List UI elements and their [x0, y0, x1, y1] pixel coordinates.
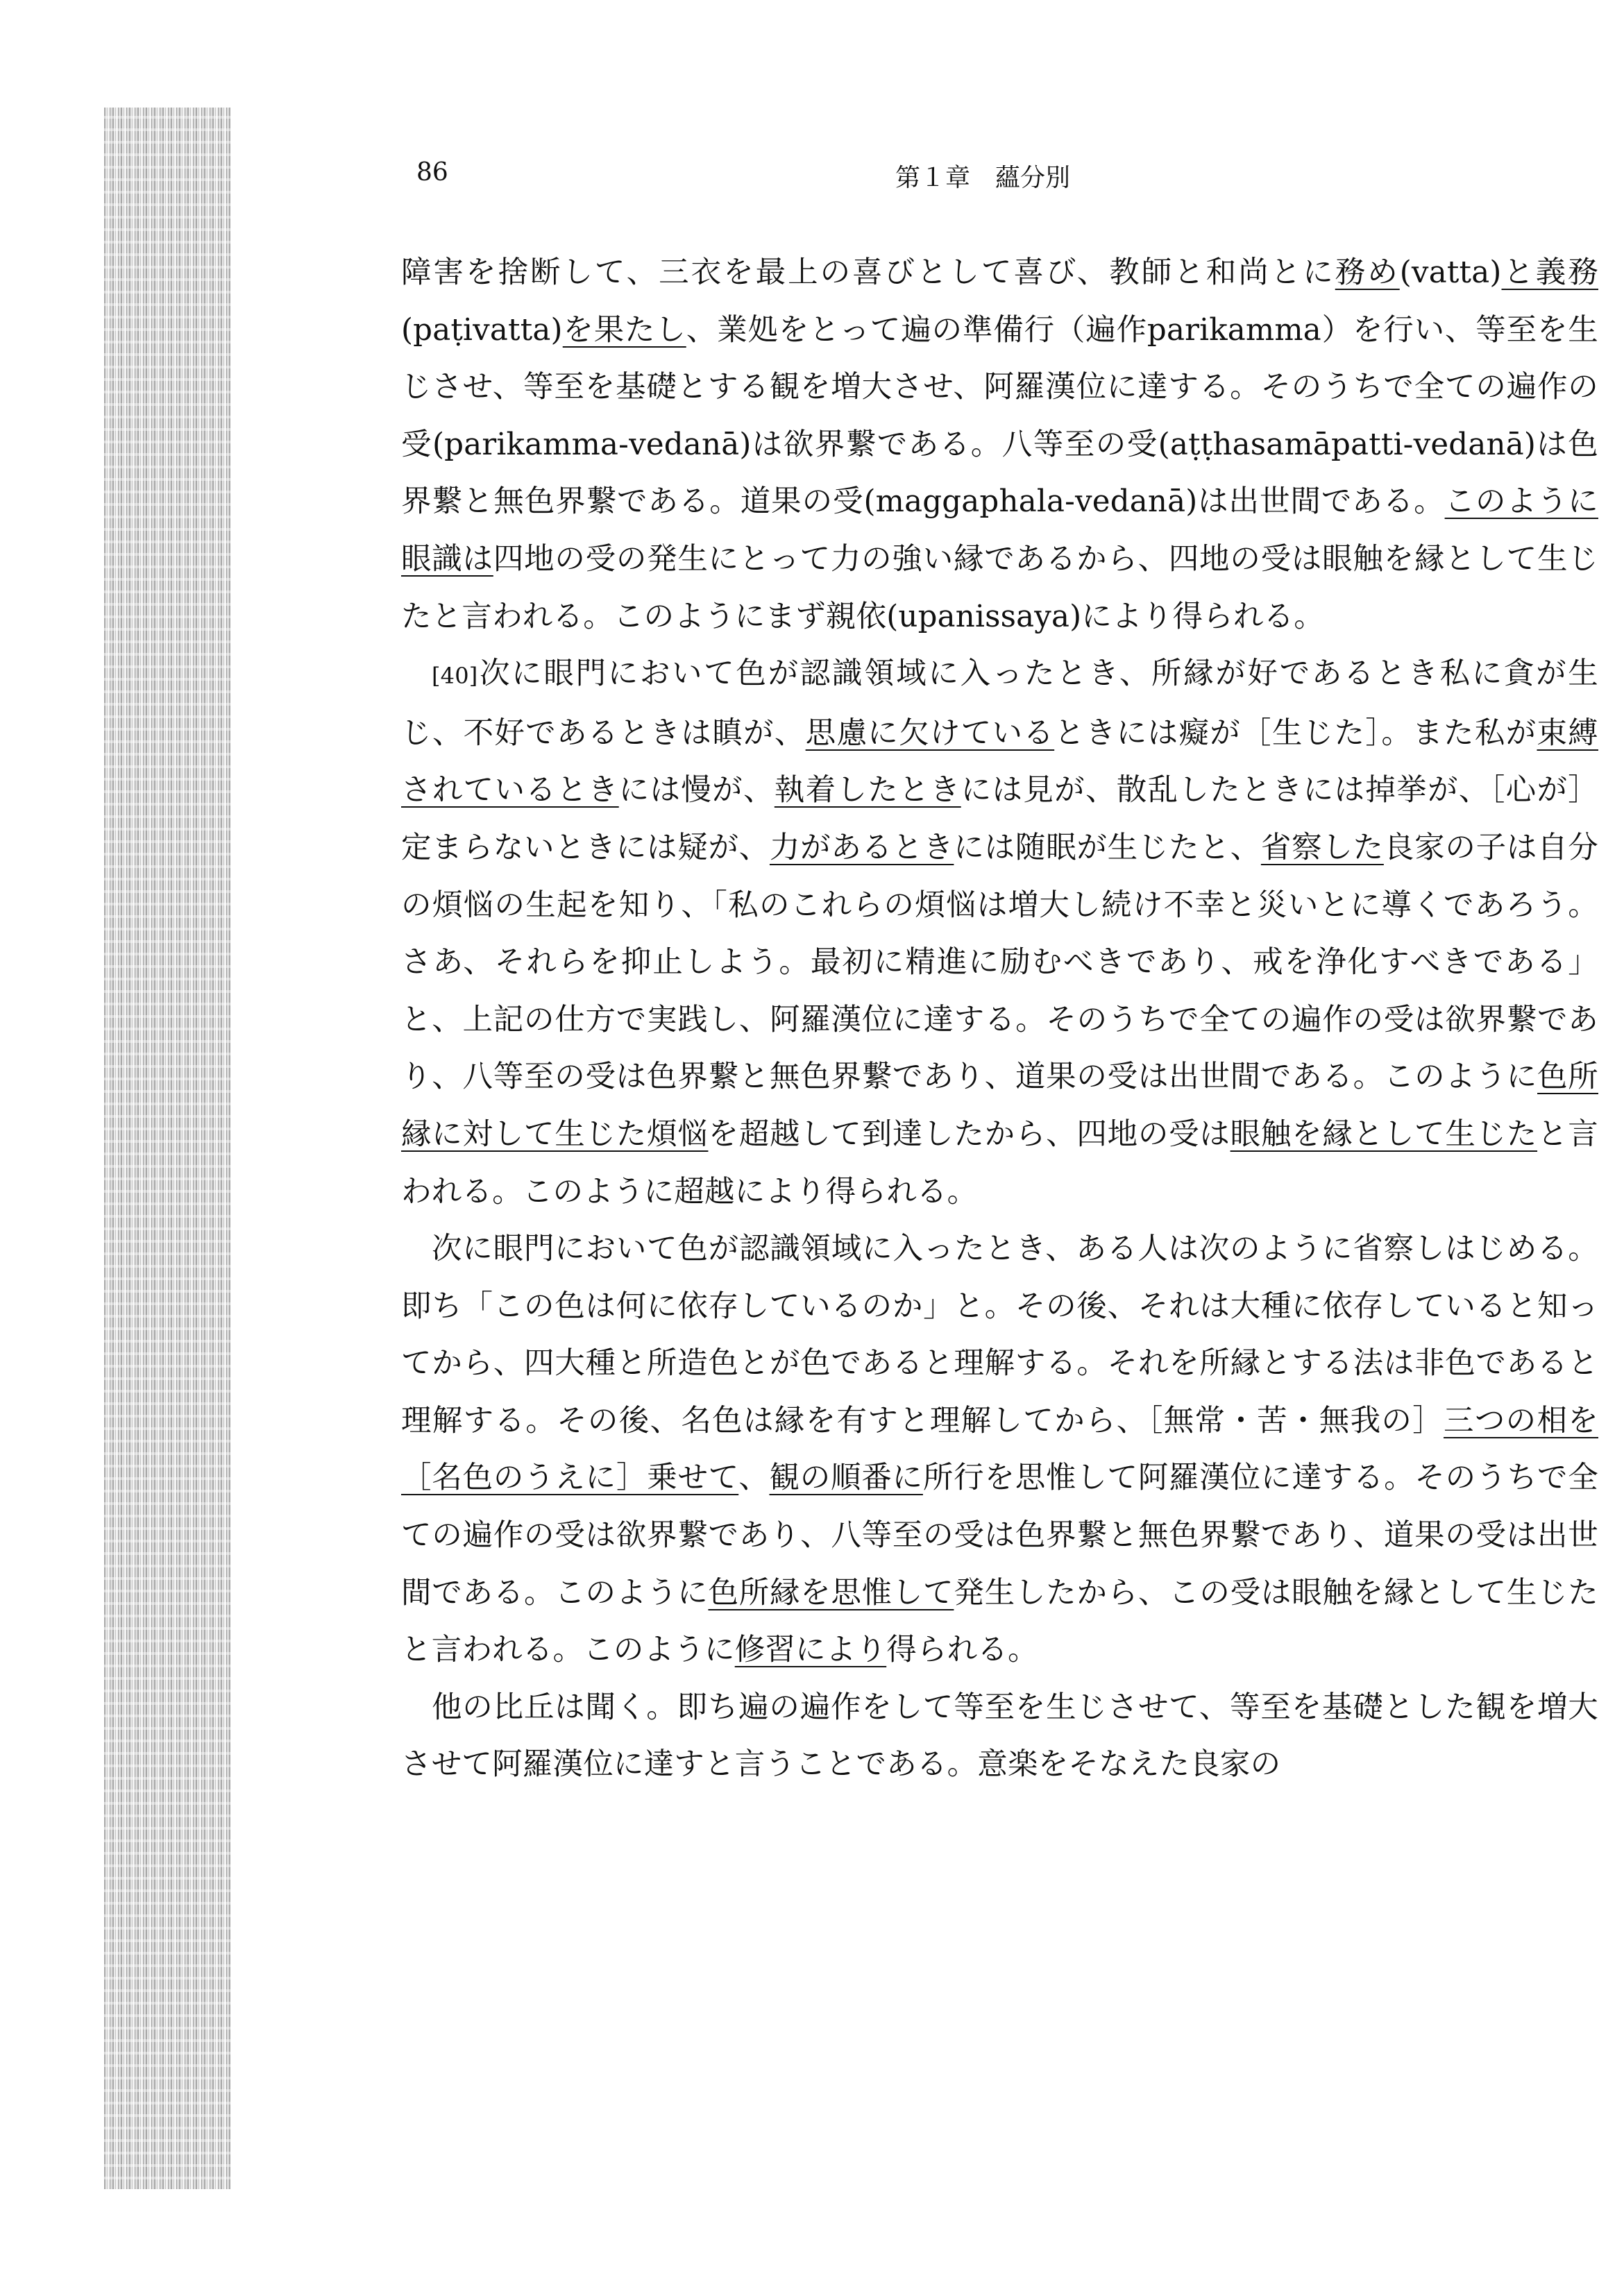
paragraph-reference: [40]	[432, 663, 478, 690]
underlined-phrase: 省察した	[1260, 830, 1384, 865]
underlined-phrase: このように眼識は	[401, 484, 1598, 577]
text-run: には見が、散乱したときには掉挙が、［心が］定まらないときには疑が、	[401, 773, 1599, 865]
underlined-phrase: を果たし	[562, 312, 686, 348]
underlined-phrase: 三つの相を［名色のうえに］乗せて	[401, 1403, 1598, 1496]
underlined-phrase: 色所縁に対して生じた煩悩	[401, 1060, 1598, 1152]
text-run: と言われる。このように超越により得られる。	[401, 1116, 1599, 1209]
underlined-phrase: 色所縁を思惟して	[708, 1575, 954, 1610]
chapter-title: 第１章 蘊分別	[895, 164, 1071, 192]
text-run: 四地の受の発生にとって力の強い縁であるから、四地の受は眼触を縁として生じたと言われる。このようにまず親依(upanissaya)により得られる。	[401, 541, 1598, 634]
body-text	[401, 244, 1598, 1794]
paragraph	[401, 1679, 1598, 1794]
text-run: 、	[738, 1461, 770, 1496]
underlined-phrase: 観の順番に	[769, 1461, 923, 1496]
underlined-phrase: 思慮に欠けている	[805, 715, 1055, 751]
text-run: 他の比丘は聞く。即ち遍の遍作をして等至を生じさせて、等至を基礎とした観を増大させて阿羅漢位に達すと言うことである。意楽をそなえた良家の	[401, 1690, 1598, 1783]
underlined-phrase: 修習により	[734, 1633, 887, 1668]
underlined-phrase: 力があるとき	[769, 830, 954, 865]
text-run: 得られる。	[886, 1633, 1038, 1668]
underlined-phrase: 務め	[1335, 255, 1400, 290]
text-run: 良家の子は自分の煩悩の生起を知り、「私のこれらの煩悩は増大し続け不幸と災いとに導くであろう。さあ、それらを抑止しよう。最初に精進に励むべきであり、戒を浄化すべきである」と、上記の仕方で実践し、阿羅漢位に達する。そのうちで全ての遍作の受は欲界繋であり、八等至の受は色界繋と無色界繋であり、道果の受は出世間である。このように	[401, 830, 1599, 1095]
paragraph	[401, 645, 1598, 1221]
text-run: 所行を思惟して阿羅漢位に達する。そのうちで全ての遍作の受は欲界繋であり、八等至の受は色界繋と無色界繋であり、道果の受は出世間である。このように	[401, 1461, 1599, 1610]
underlined-phrase: と義務	[1501, 255, 1598, 290]
text-run: (paṭivatta)	[401, 312, 563, 348]
text-run: (vatta)	[1399, 255, 1502, 290]
underlined-phrase: 執着したとき	[774, 773, 961, 808]
paragraph	[401, 1221, 1598, 1679]
text-run: 次に眼門において色が認識領域に入ったとき、所縁が好であるとき私に貪が生じ、不好であるときは瞋が、	[401, 656, 1598, 751]
text-run: 発生したから、この受は眼触を縁として生じたと言われる。このように	[401, 1575, 1599, 1668]
page-number: 86	[416, 158, 448, 187]
text-run: ときには癡が［生じた］。また私が	[1054, 715, 1537, 751]
binding-gutter-scan	[104, 108, 230, 2189]
underlined-phrase: 眼触を縁として生じた	[1230, 1116, 1538, 1152]
text-run: には慢が、	[618, 773, 775, 808]
text-run: 障害を捨断して、三衣を最上の喜びとして喜び、教師と和尚とに	[401, 255, 1335, 290]
text-run: 次に眼門において色が認識領域に入ったとき、ある人は次のように省察しはじめる。即ち「この色は何に依存しているのか」と。その後、それは大種に依存していると知ってから、四大種と所造色とが色であると理解する。それを所縁とする法は非色であると理解する。その後、名色は縁を有すと理解してから、［無常・苦・無我の］	[401, 1232, 1598, 1438]
text-run: を超越して到達したから、四地の受は	[708, 1116, 1230, 1152]
paragraph	[401, 244, 1598, 645]
text-run: 、業処をとって遍の準備行（遍作parikamma）を行い、等至を生じさせ、等至を基礎とする観を増大させ、阿羅漢位に達する。そのうちで全ての遍作の受(parikamma-vedanā)は欲界繋である。八等至の受(aṭṭhasamāpatti-vedanā)は色界繋と無色界繋である。道果の受(maggaphala-vedanā)は出世間である。	[401, 312, 1598, 520]
underlined-phrase: 束縛されているとき	[401, 715, 1598, 808]
text-run: には随眠が生じたと、	[954, 830, 1261, 865]
running-header	[416, 158, 1596, 200]
